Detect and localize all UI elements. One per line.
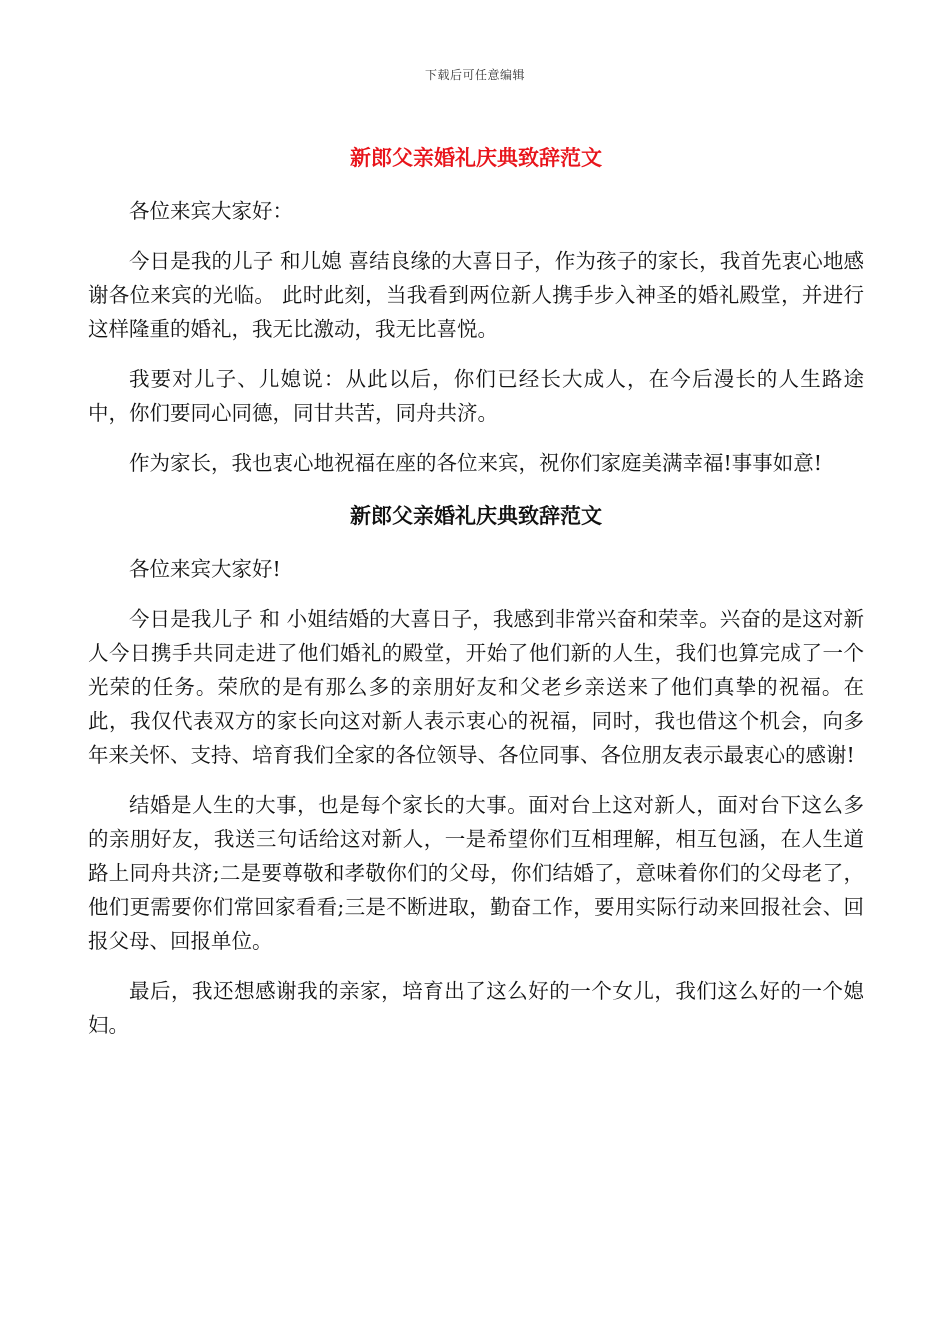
- section-2-title: 新郎父亲婚礼庆典致辞范文: [350, 503, 602, 528]
- section-1-paragraph-3: 作为家长，我也衷心地祝福在座的各位来宾，祝你们家庭美满幸福!事事如意!: [129, 451, 822, 475]
- document-body: [88, 138, 864, 1058]
- header-note: 下载后可任意编辑: [424, 68, 525, 82]
- section-1: [88, 138, 864, 480]
- section-1-greeting: 各位来宾大家好：: [129, 199, 293, 223]
- section-2-paragraph-1: 今日是我儿子 和 小姐结婚的大喜日子，我感到非常兴奋和荣幸。兴奋的是这对新人今日携手共同走进了他们婚礼的殿堂，开始了他们新的人生，我们也算完成了一个光荣的任务。荣欣的是有那么多的亲朋好友和父老乡亲送来了他们真挚的祝福。在此，我仅代表双方的家长向这对新人表示衷心的祝福，同时，我也借这个机会，向多年来关怀、支持、培育我们全家的各位领导、各位同事、各位朋友表示最衷心的感谢!: [88, 607, 864, 767]
- section-2-paragraph-3: 最后，我还想感谢我的亲家，培育出了这么好的一个女儿，我们这么好的一个媳妇。: [88, 979, 864, 1037]
- section-2: [88, 496, 864, 1042]
- section-2-greeting: 各位来宾大家好!: [129, 557, 281, 581]
- section-1-title: 新郎父亲婚礼庆典致辞范文: [350, 145, 602, 170]
- section-1-paragraph-2: 我要对儿子、儿媳说：从此以后，你们已经长大成人，在今后漫长的人生路途中，你们要同心同德，同甘共苦，同舟共济。: [88, 367, 864, 425]
- section-1-paragraph-1: 今日是我的儿子 和儿媳 喜结良缘的大喜日子，作为孩子的家长，我首先衷心地感谢各位来宾的光临。 此时此刻，当我看到两位新人携手步入神圣的婚礼殿堂，并进行这样隆重的婚礼，我无比激动，我无比喜悦。: [88, 249, 864, 341]
- section-2-paragraph-2: 结婚是人生的大事，也是每个家长的大事。面对台上这对新人，面对台下这么多的亲朋好友，我送三句话给这对新人，一是希望你们互相理解，相互包涵，在人生道路上同舟共济;二是要尊敬和孝敬你们的父母，你们结婚了，意味着你们的父母老了，他们更需要你们常回家看看;三是不断进取，勤奋工作，要用实际行动来回报社会、回报父母、回报单位。: [88, 793, 864, 953]
